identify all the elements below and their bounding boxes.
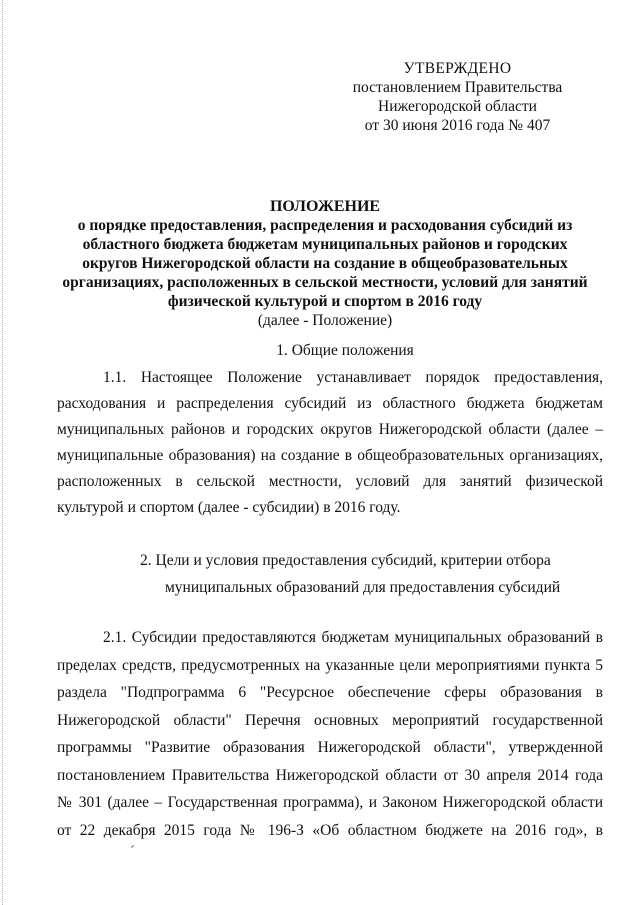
paragraph-2-1 [57,624,603,844]
section-1-heading: 1. Общие положения [276,342,414,359]
paragraph-line: 1.1. Настоящее Положение устанавливает порядок предоставления, [103,369,603,386]
approval-line: Нижегородской области [378,98,537,115]
title-note: (далее - Положение) [257,312,393,329]
paragraph-line: пределах средств, предусмотренных на указанные цели мероприятиями пункта 5 [57,656,603,674]
approval-heading: УТВЕРЖДЕНО [403,60,512,77]
title-line: физической культурой и спортом в 2016 году [167,293,483,310]
title-line: областного бюджета бюджетам муниципальных районов и городских [82,236,568,253]
paragraph-line: Нижегородской области" Перечня основных мероприятий государственной [57,711,603,729]
title-line: о порядке предоставления, распределения и расходования субсидий из [77,217,573,234]
scan-edge [2,0,4,905]
section-2-heading-line: 2. Цели и условия предоставления субсидий, критерии отбора [140,552,551,569]
paragraph-line: 2.1. Субсидии предоставляются бюджетам муниципальных образований в [103,629,603,646]
approval-block [330,59,585,135]
paragraph-line: расходования и распределения субсидий из областного бюджета бюджетам [57,395,603,412]
paragraph-1-1 [57,365,603,521]
approval-date-line: от 30 июня 2016 года № 407 [364,117,551,134]
paragraph-line: от 22 декабря 2015 года № 196-З «Об областном бюджете на 2016 год», в [57,821,603,839]
approval-line: постановлением Правительства [352,79,563,96]
paragraph-line: постановлением Правительства Нижегородской области от 30 апреля 2014 года [57,766,603,784]
section-2-heading-line: муниципальных образований для предоставления субсидий [165,579,561,596]
paragraph-line: программы "Развитие образования Нижегородской области", утвержденной [57,739,603,756]
paragraph-line: раздела "Подпрограмма 6 "Ресурсное обеспечение сферы образования в [57,684,603,701]
title-line: округов Нижегородской области на создание в общеобразовательных [82,255,568,272]
paragraph-line: № 301 (далее – Государственная программа), и Законом Нижегородской области [57,794,603,811]
paragraph-line: культурой и спортом (далее - субсидии) в 2016 году. [57,499,401,516]
paragraph-line: расположенных в сельской местности, условий для занятий физической [57,473,603,490]
scan-mark [131,845,134,848]
title-heading: ПОЛОЖЕНИЕ [269,198,381,215]
paragraph-line: муниципальные образования) на создание в общеобразовательных организациях, [57,447,603,464]
paragraph-line: муниципальных районов и городских округов Нижегородской области (далее – [57,421,603,438]
section-2-heading [0,547,640,601]
title-line: организациях, расположенных в сельской местности, условий для занятий [62,274,588,291]
document-title [60,197,590,330]
